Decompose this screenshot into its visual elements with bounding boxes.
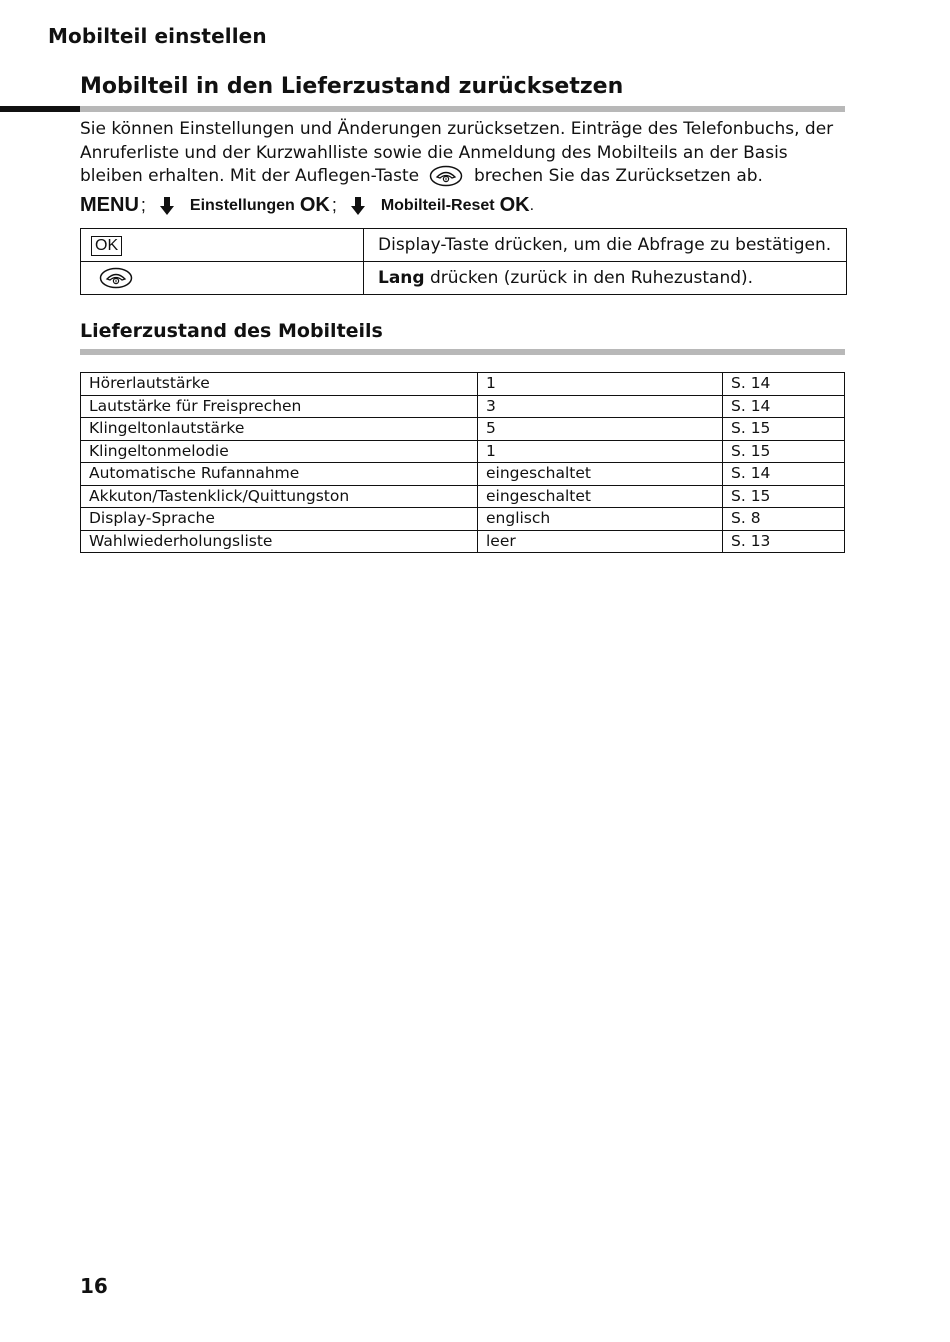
intro-paragraph [80, 118, 850, 189]
table-row [81, 485, 845, 508]
table-row [81, 530, 845, 553]
defaults-table [80, 372, 845, 553]
setting-cell: Automatische Rufannahme [81, 463, 478, 486]
page-number: 16 [80, 1274, 108, 1298]
step-text: Display-Taste drücken, um die Abfrage zu bestätigen. [364, 229, 847, 262]
steps-table [80, 228, 847, 295]
table-row [81, 508, 845, 531]
setting-cell: Wahlwiederholungsliste [81, 530, 478, 553]
step-key-cell [81, 229, 364, 262]
page-ref-cell: S. 14 [723, 395, 845, 418]
page-ref-cell: S. 15 [723, 440, 845, 463]
ok-key-label: OK [499, 194, 530, 216]
step-text-cell [364, 262, 847, 295]
value-cell: 1 [478, 440, 723, 463]
setting-cell: Lautstärke für Freisprechen [81, 395, 478, 418]
menu-item-einstellungen: Einstellungen [189, 196, 295, 214]
table-row [81, 463, 845, 486]
value-cell: eingeschaltet [478, 485, 723, 508]
value-cell: 1 [478, 373, 723, 396]
menu-path-end: . [529, 196, 535, 214]
page-ref-cell: S. 15 [723, 418, 845, 441]
page-ref-cell: S. 14 [723, 373, 845, 396]
page-ref-cell: S. 13 [723, 530, 845, 553]
section-title: Mobilteil in den Lieferzustand zurücksetzen [80, 74, 624, 99]
value-cell: englisch [478, 508, 723, 531]
ok-display-key-icon: OK [91, 236, 122, 256]
intro-text-part1: Sie können Einstellungen und Änderungen zurücksetzen. Einträge des Telefonbuchs, der Anruferliste und der Kurzwahlliste sowie die Anmeldung des Mobilteils an der Basis bleiben erhalten. Mit der Auflegen-Taste [80, 119, 834, 186]
value-cell: 3 [478, 395, 723, 418]
step-text: drücken (zurück in den Ruhezustand). [429, 268, 754, 288]
value-cell: leer [478, 530, 723, 553]
setting-cell: Hörerlautstärke [81, 373, 478, 396]
page-ref-cell: S. 14 [723, 463, 845, 486]
step-emphasis: Lang [378, 268, 425, 288]
intro-text-part2: brechen Sie das Zurücksetzen ab. [473, 166, 763, 186]
page-ref-cell: S. 8 [723, 508, 845, 531]
menu-separator: ; [140, 195, 146, 215]
setting-cell: Klingeltonmelodie [81, 440, 478, 463]
step-row [81, 229, 847, 262]
defaults-title-rule [80, 349, 845, 355]
menu-separator: ; [331, 195, 337, 215]
step-row [81, 262, 847, 295]
arrow-down-icon [351, 197, 365, 215]
step-key-cell [81, 262, 364, 295]
section-title-rule [80, 106, 845, 112]
menu-item-mobilteil-reset: Mobilteil-Reset [380, 196, 495, 214]
hangup-key-icon [429, 165, 463, 187]
value-cell: 5 [478, 418, 723, 441]
setting-cell: Akkuton/Tastenklick/Quittungston [81, 485, 478, 508]
table-row [81, 395, 845, 418]
page-ref-cell: S. 15 [723, 485, 845, 508]
hangup-key-icon [99, 267, 133, 289]
table-row [81, 418, 845, 441]
value-cell: eingeschaltet [478, 463, 723, 486]
setting-cell: Klingeltonlautstärke [81, 418, 478, 441]
menu-path [80, 194, 534, 217]
defaults-title: Lieferzustand des Mobilteils [80, 320, 383, 342]
menu-key-label: MENU [80, 194, 139, 216]
arrow-down-icon [160, 197, 174, 215]
table-row [81, 373, 845, 396]
running-head: Mobilteil einstellen [48, 24, 267, 48]
heading-accent-bar [0, 106, 80, 112]
ok-key-label: OK [299, 194, 330, 216]
setting-cell: Display-Sprache [81, 508, 478, 531]
table-row [81, 440, 845, 463]
